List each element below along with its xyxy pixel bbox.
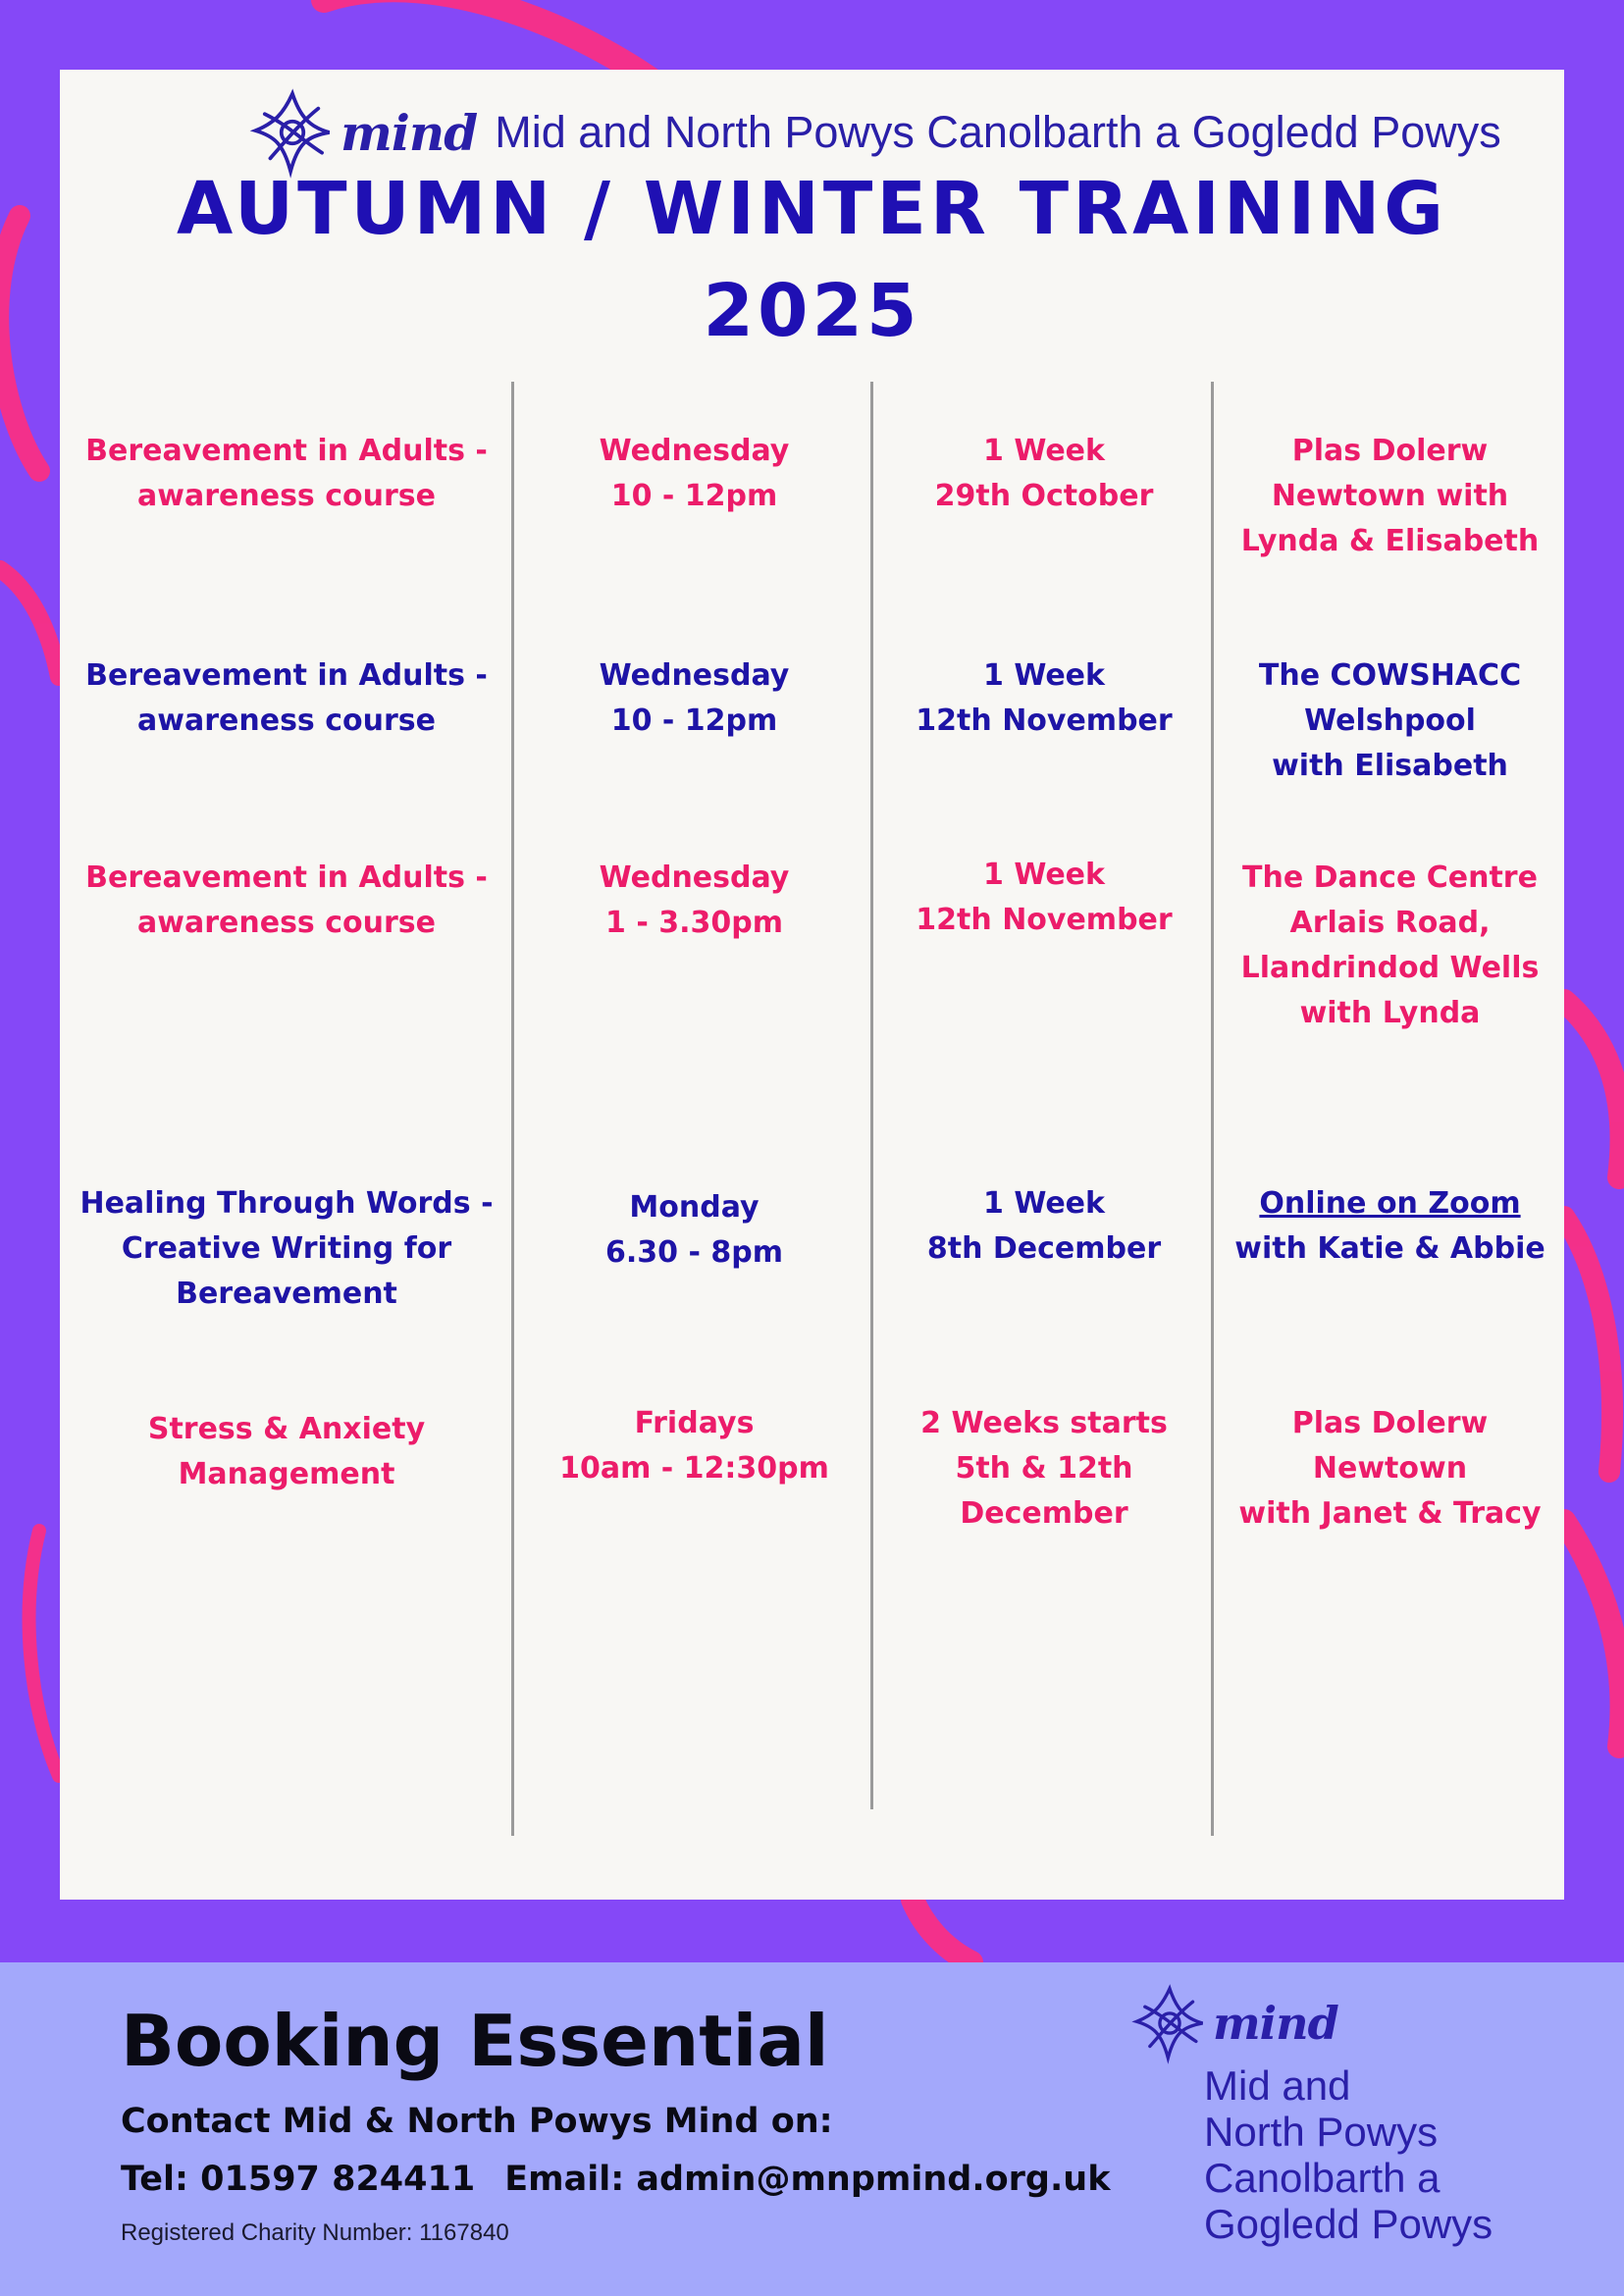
course-title: Bereavement in Adults - awareness course [85, 434, 488, 513]
mind-logo-icon [1128, 1982, 1211, 2064]
contact-line: Contact Mid & North Powys Mind on: [121, 2102, 833, 2141]
course-duration: 1 Week 12th November [916, 658, 1173, 738]
course-location: Plas Dolerw Newtown with Janet & Tracy [1238, 1406, 1542, 1531]
booking-footer [0, 1962, 1624, 2296]
course-title: Stress & Anxiety Management [147, 1412, 426, 1491]
footer-org-name: Mid and North Powys Canolbarth a Gogledd Powys [1204, 2062, 1493, 2247]
course-title: Bereavement in Adults - awareness course [85, 658, 488, 738]
column-divider [511, 382, 514, 1836]
course-time: Wednesday 10 - 12pm [599, 434, 790, 513]
footer-logo [1128, 1982, 1521, 2247]
course-location: Online on Zoom with Katie & Abbie [1216, 1181, 1564, 1272]
column-divider [870, 382, 873, 1809]
course-duration: 1 Week 29th October [934, 434, 1154, 513]
course-time: Fridays 10am - 12:30pm [559, 1406, 829, 1486]
telephone[interactable]: Tel: 01597 824411 [121, 2160, 476, 2199]
course-title: Healing Through Words - Creative Writing for Bereavement [79, 1186, 494, 1311]
zoom-link[interactable]: Online on Zoom [1259, 1186, 1521, 1221]
page-title-year: 2025 [703, 269, 921, 353]
course-location: The COWSHACC Welshpool with Elisabeth [1258, 658, 1522, 783]
column-divider [1211, 382, 1214, 1836]
booking-heading: Booking Essential [121, 2000, 829, 2082]
training-panel [60, 70, 1564, 1900]
course-location: The Dance Centre Arlais Road, Llandrindod Wells with Lynda [1240, 861, 1540, 1030]
page-title: AUTUMN / WINTER TRAINING [176, 167, 1448, 251]
org-name: Mid and North Powys Canolbarth a Gogledd Powys [495, 107, 1501, 157]
course-location: Plas Dolerw Newtown with Lynda & Elisabeth [1240, 434, 1540, 558]
course-duration: 1 Week 8th December [926, 1186, 1162, 1266]
email[interactable]: Email: admin@mnpmind.org.uk [504, 2160, 1111, 2199]
course-time: Wednesday 1 - 3.30pm [599, 861, 790, 940]
course-time: Wednesday 10 - 12pm [599, 658, 790, 738]
course-duration: 2 Weeks starts 5th & 12th December [920, 1406, 1168, 1531]
contact-details [121, 2158, 1110, 2201]
charity-number: Registered Charity Number: 1167840 [121, 2219, 509, 2246]
mind-wordmark: mind [341, 103, 478, 162]
course-duration: 1 Week 12th November [916, 858, 1173, 937]
course-title: Bereavement in Adults - awareness course [85, 861, 488, 940]
course-time: Monday 6.30 - 8pm [605, 1190, 783, 1270]
mind-wordmark: mind [1213, 1997, 1338, 2050]
